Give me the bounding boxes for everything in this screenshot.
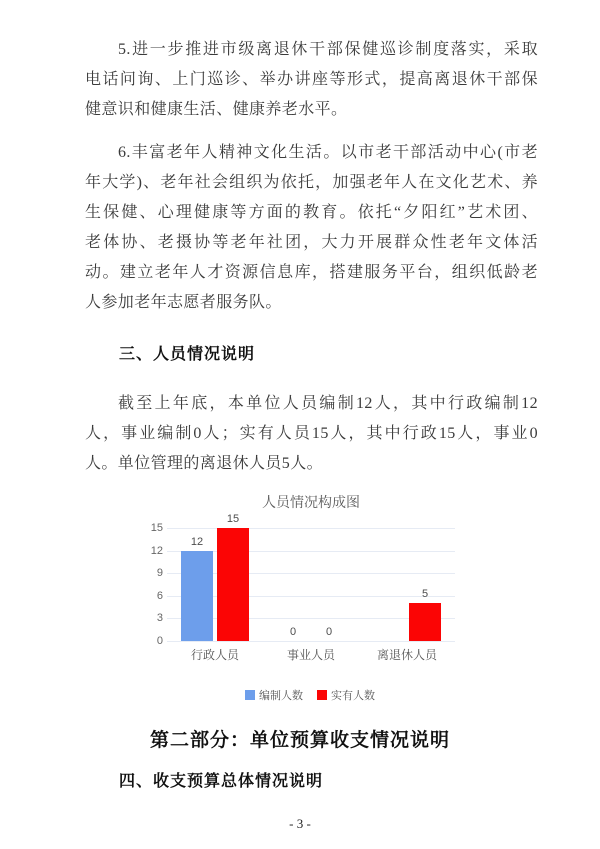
legend-label: 编制人数 (259, 690, 303, 702)
bar-value-label: 0 (289, 626, 297, 638)
bar (181, 551, 213, 641)
paragraph-personnel-stats (85, 389, 538, 479)
text-line: 人。单位管理的离退休人员5人。 (85, 455, 324, 472)
bar-value-label: 0 (325, 626, 333, 638)
chart-x-axis (167, 646, 455, 663)
bar (217, 528, 249, 641)
text-line: 健意识和健康生活、健康养老水平。 (85, 101, 348, 118)
text-line: 生保健、心理健康等方面的教育。依托“夕阳红”艺术团、 (85, 204, 538, 221)
legend-swatch (317, 690, 327, 700)
y-tick-label: 0 (156, 635, 163, 647)
x-category-label: 行政人员 (190, 648, 239, 662)
chart-plot (167, 513, 455, 641)
text-line: 动。建立老年人才资源信息库，搭建服务平台，组织低龄老 (85, 264, 538, 281)
y-tick-label: 15 (150, 522, 163, 534)
chart-legend (145, 687, 475, 703)
chart-title: 人员情况构成图 (262, 494, 360, 510)
bar (409, 603, 441, 641)
text-line: 年大学)、老年社会组织为依托，加强老年人在文化艺术、养 (85, 174, 538, 191)
text-line: 电话问询、上门巡诊、举办讲座等形式，提高离退休干部保 (85, 71, 538, 88)
text-line: 老体协、老摄协等老年社团，大力开展群众性老年文体活 (85, 234, 538, 251)
legend-item (245, 687, 303, 703)
paragraph-cultural-life (85, 138, 538, 318)
text-line: 人参加老年志愿者服务队。 (85, 294, 282, 311)
bar-value-label: 5 (421, 588, 429, 600)
bar-value-label: 15 (226, 513, 240, 525)
personnel-bar-chart (145, 490, 475, 718)
gridline (167, 528, 455, 529)
bar-value-label: 12 (190, 536, 204, 548)
section-heading-budget: 四、收支预算总体情况说明 (119, 773, 324, 790)
x-category-label: 事业人员 (286, 648, 335, 662)
paragraph-health-visits (85, 35, 538, 125)
x-category-label: 离退休人员 (376, 648, 437, 662)
page-number: - 3 - (289, 816, 311, 831)
y-tick-label: 12 (150, 545, 163, 557)
section-heading-personnel: 三、人员情况说明 (119, 346, 256, 363)
text-line: 人，事业编制0人；实有人员15人，其中行政15人，事业0 (85, 425, 538, 442)
legend-item (317, 687, 375, 703)
legend-swatch (245, 690, 255, 700)
y-tick-label: 6 (156, 590, 163, 602)
y-tick-label: 3 (156, 612, 163, 624)
gridline (167, 641, 455, 642)
text-line: 截至上年底，本单位人员编制12人，其中行政编制12 (118, 395, 538, 412)
legend-label: 实有人数 (331, 690, 375, 702)
y-tick-label: 9 (156, 567, 163, 579)
part2-heading: 第二部分：单位预算收支情况说明 (149, 730, 450, 751)
text-line: 6.丰富老年人精神文化生活。以市老干部活动中心(市老 (118, 144, 538, 161)
text-line: 5.进一步推进市级离退休干部保健巡诊制度落实，采取 (118, 41, 538, 58)
